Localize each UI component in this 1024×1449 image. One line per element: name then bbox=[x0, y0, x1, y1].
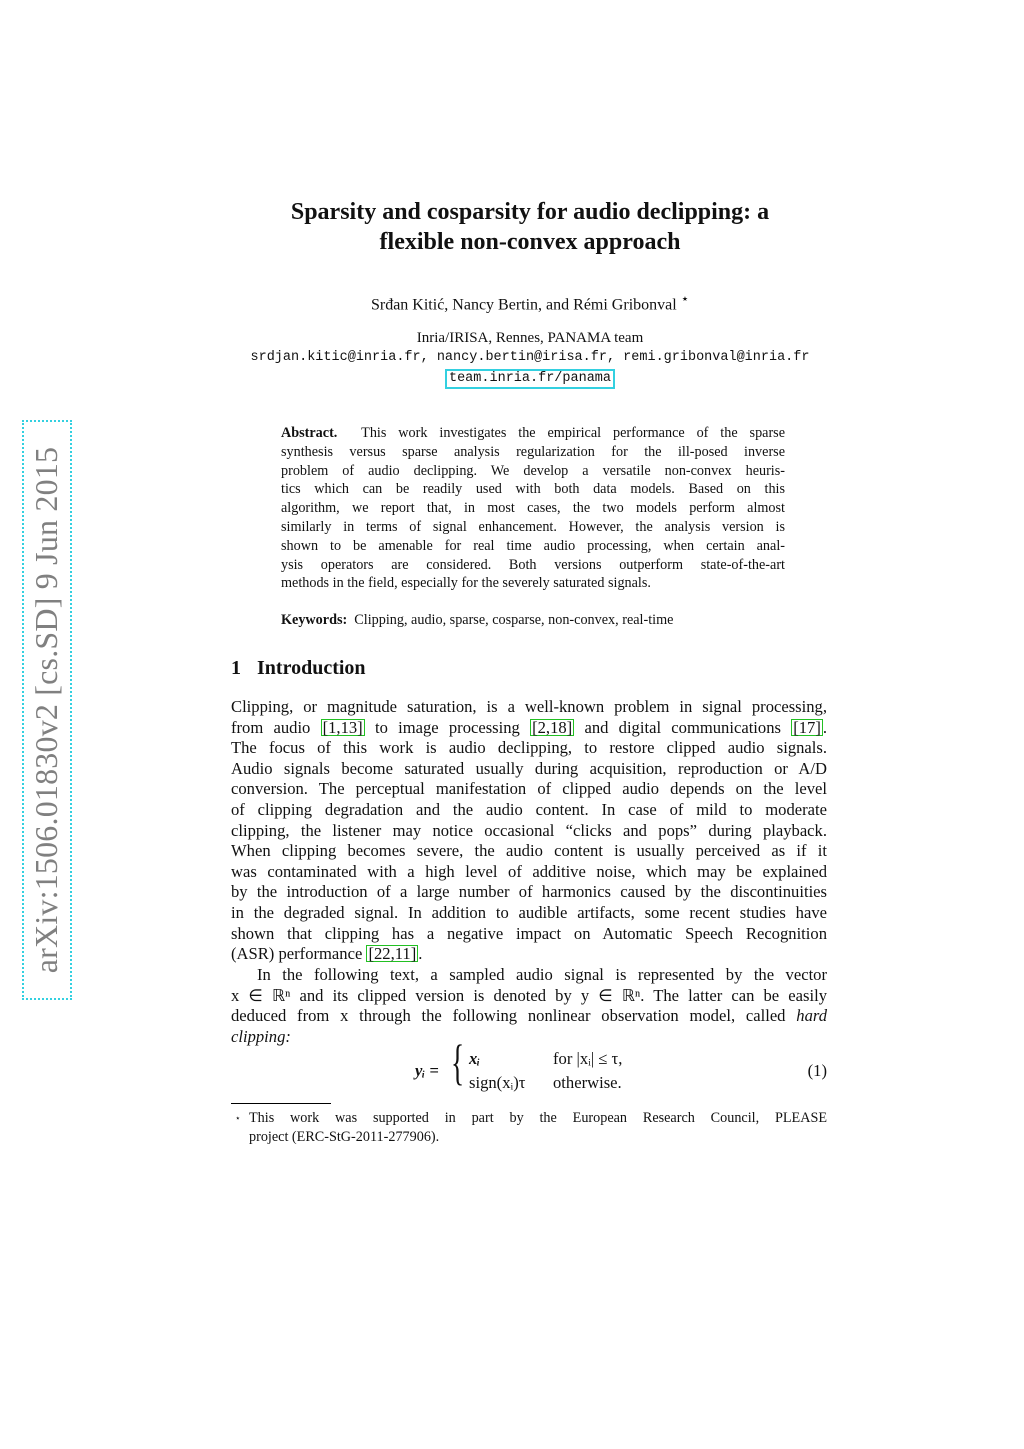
body-line: (ASR) performance [22,11] . bbox=[231, 944, 423, 964]
body-line: The focus of this work is audio declipping, to restore clipped audio signals. bbox=[231, 738, 827, 758]
footnote-line: This work was supported in part by the European Research Council, PLEASE bbox=[249, 1110, 827, 1126]
section-title: Introduction bbox=[257, 657, 366, 679]
abstract-line bbox=[281, 424, 785, 443]
body-line: Clipping, or magnitude saturation, is a well-known problem in signal processing, bbox=[231, 697, 827, 716]
body-text: (ASR) performance bbox=[231, 944, 363, 964]
abstract-line: methods in the field, especially for the severely saturated signals. bbox=[281, 575, 651, 592]
body-line: clipping, the listener may notice occasional “clicks and pops” during playback. bbox=[231, 820, 827, 840]
author-emails: srdjan.kitic@inria.fr, nancy.bertin@irisa.fr, remi.gribonval@inria.fr bbox=[250, 350, 810, 365]
body-line: by the introduction of a large number of harmonics caused by the discontinuities bbox=[231, 882, 827, 902]
abstract-line: ysis operators are considered. Both versions outperform state-of-the-art bbox=[281, 556, 785, 573]
paper-title-line-2: flexible non-convex approach bbox=[379, 229, 681, 255]
abstract-line: shown to be amenable for real time audio processing, when certain anal- bbox=[281, 537, 785, 554]
abstract-line: synthesis versus sparse analysis regularization for the ill-posed inverse bbox=[281, 443, 785, 460]
homepage-container bbox=[200, 369, 860, 389]
equation-case-1-condition: for |xᵢ| ≤ τ, bbox=[553, 1049, 623, 1068]
body-line: In the following text, a sampled audio signal is represented by the vector bbox=[257, 965, 827, 984]
keywords-line bbox=[281, 611, 785, 630]
author-footnote-mark[interactable]: ⋆ bbox=[680, 291, 690, 306]
authors-text: Srđan Kitić, Nancy Bertin, and Rémi Gribonval bbox=[370, 296, 677, 314]
keywords-text: Clipping, audio, sparse, cosparse, non-convex, real-time bbox=[354, 612, 674, 628]
section-number: 1 bbox=[231, 657, 241, 679]
abstract-line: similarly in terms of signal enhancement. However, the analysis version is bbox=[281, 518, 785, 535]
equation-lhs: yᵢ = bbox=[415, 1061, 439, 1080]
abstract bbox=[281, 424, 785, 593]
body-line: from audio [1,13] to image processing [2,18] and digital communications [17] . bbox=[231, 717, 828, 737]
footnote-mark: ⋆ bbox=[235, 1113, 241, 1123]
equation-case-1-expression: xᵢ bbox=[469, 1049, 481, 1068]
body-line: of clipping degradation and the audio content. In case of mild to moderate bbox=[231, 799, 827, 819]
body-line: When clipping becomes severe, the audio content is usually perceived as if it bbox=[231, 841, 827, 861]
abstract-line: algorithm, we report that, in most cases, the two models perform almost bbox=[281, 500, 785, 517]
citation-link[interactable]: [1,13] bbox=[322, 717, 363, 737]
citation-link[interactable]: [2,18] bbox=[532, 717, 573, 737]
affiliation: Inria/IRISA, Rennes, PANAMA team bbox=[416, 330, 644, 346]
footnote-rule bbox=[231, 1103, 331, 1104]
body-text: to image processing bbox=[374, 717, 520, 737]
author-list bbox=[300, 291, 760, 314]
body-line: clipping: bbox=[231, 1026, 291, 1046]
equation-case-2-expression: sign(xᵢ)τ bbox=[469, 1073, 526, 1092]
paper-title-line-1: Sparsity and cosparsity for audio declipping: a bbox=[290, 199, 770, 225]
homepage-link[interactable]: team.inria.fr/panama bbox=[445, 369, 615, 389]
body-line bbox=[231, 1006, 827, 1027]
abstract-line: problem of audio declipping. We develop a versatile non-convex heuris- bbox=[281, 462, 785, 479]
section-heading bbox=[231, 657, 366, 680]
body-text: from audio bbox=[231, 717, 311, 737]
keywords-label: Keywords: bbox=[281, 612, 348, 628]
body-text: and digital communications bbox=[584, 717, 781, 737]
equation-case-2-condition: otherwise. bbox=[553, 1073, 622, 1092]
abstract-label: Abstract. bbox=[281, 425, 338, 441]
intro-paragraph-1 bbox=[231, 697, 827, 965]
body-line: was contaminated with a high level of additive noise, which may be explained bbox=[231, 861, 827, 881]
intro-paragraph-2 bbox=[231, 965, 827, 1047]
body-line: x ∈ ℝⁿ and its clipped version is denoted by y ∈ ℝⁿ. The latter can be easily bbox=[231, 985, 827, 1005]
abstract-line: tics which can be readily used with both data models. Based on this bbox=[281, 481, 785, 498]
emphasis-text: hard bbox=[796, 1006, 827, 1026]
equation-brace: { bbox=[451, 1034, 465, 1090]
keywords bbox=[281, 611, 785, 630]
footnote bbox=[231, 1109, 827, 1147]
citation-link[interactable]: [17] bbox=[793, 717, 821, 737]
body-line: shown that clipping has a negative impact on Automatic Speech Recognition bbox=[231, 923, 827, 943]
body-line: conversion. The perceptual manifestation of clipped audio depends on the level bbox=[231, 779, 827, 799]
equation-number: (1) bbox=[807, 1061, 827, 1080]
body-line: Audio signals become saturated usually during acquisition, reproduction or A/D bbox=[231, 758, 827, 778]
abstract-text: This work investigates the empirical performance of the sparse bbox=[361, 425, 785, 441]
body-line: in the degraded signal. In addition to audible artifacts, some recent studies have bbox=[231, 902, 827, 922]
citation-link[interactable]: [22,11] bbox=[368, 944, 417, 964]
body-text: deduced from x through the following nonlinear observation model, called bbox=[231, 1006, 786, 1026]
footnote-line: project (ERC-StG-2011-277906). bbox=[249, 1129, 440, 1145]
arxiv-identifier[interactable]: arXiv:1506.01830v2 [cs.SD] 9 Jun 2015 bbox=[22, 420, 72, 1000]
